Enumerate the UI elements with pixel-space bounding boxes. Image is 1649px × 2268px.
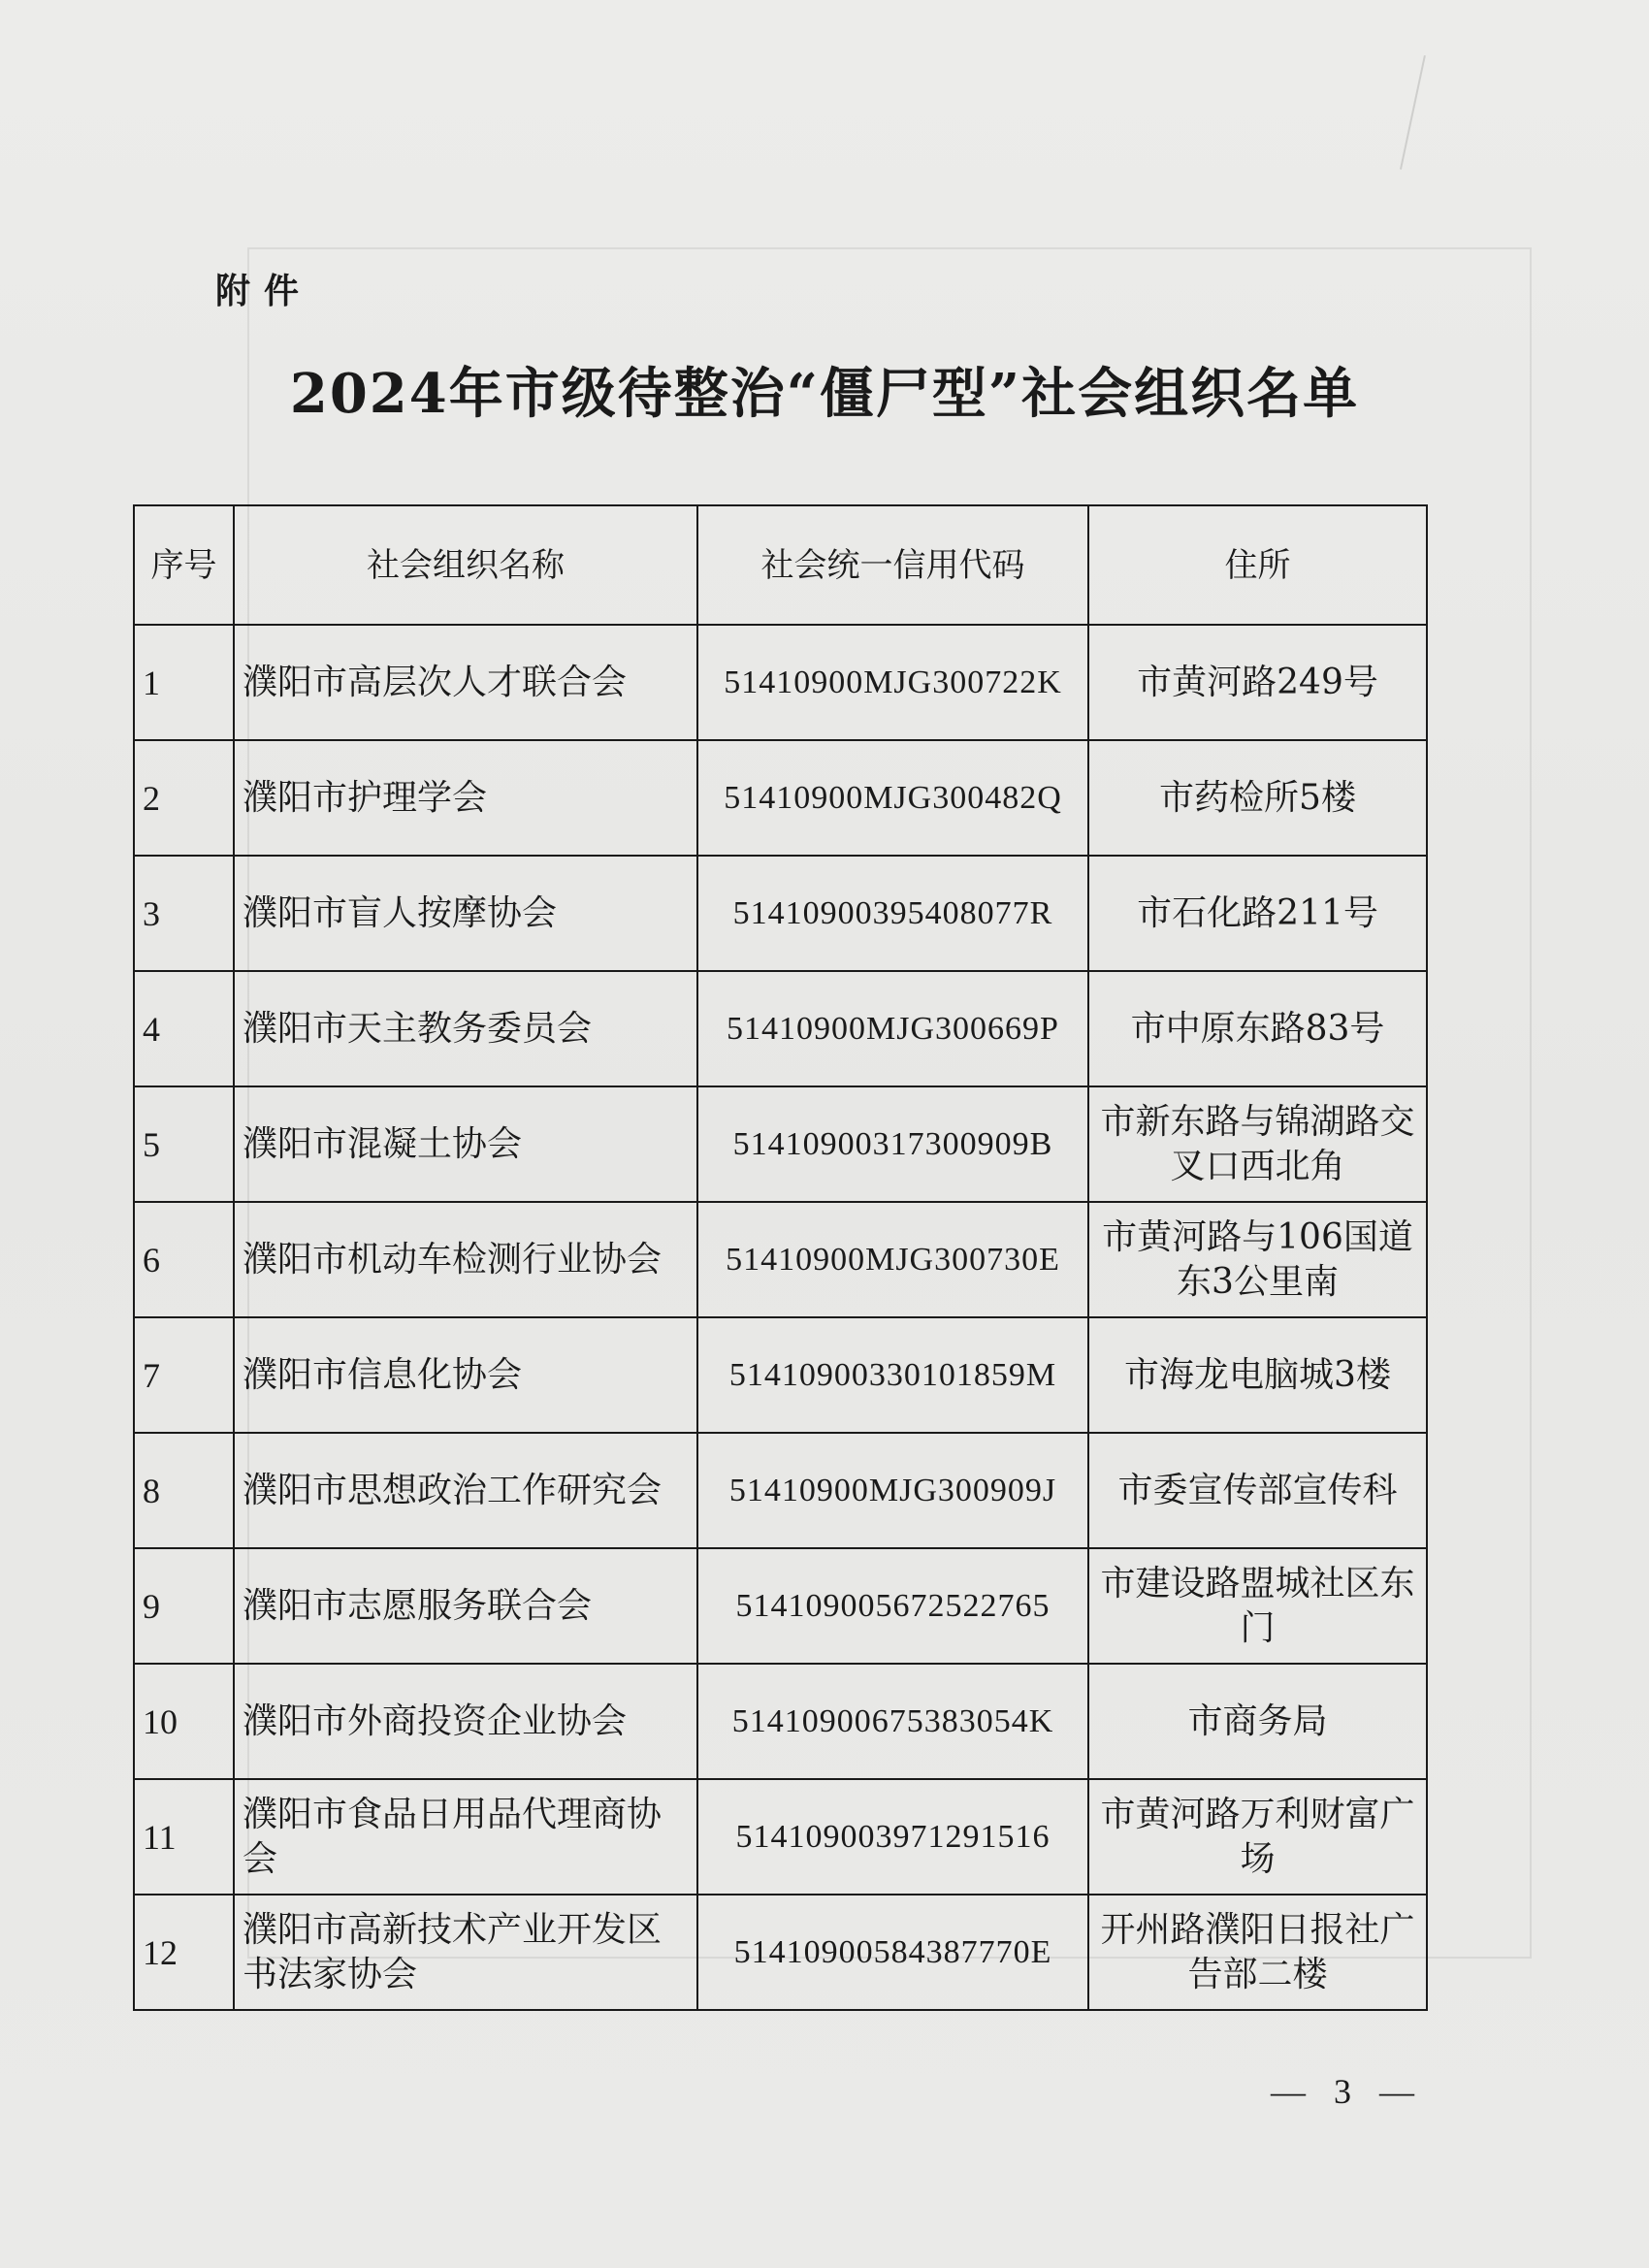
row-code: 51410900MJG300909J <box>697 1433 1088 1548</box>
attachment-label: 附件 <box>215 271 313 311</box>
row-name: 濮阳市信息化协会 <box>234 1317 697 1433</box>
table-row <box>134 1086 1427 1202</box>
column-header-address: 住所 <box>1088 505 1427 625</box>
row-name: 濮阳市志愿服务联合会 <box>234 1548 697 1664</box>
table-row <box>134 1202 1427 1317</box>
table-row <box>134 740 1427 856</box>
table-row <box>134 1433 1427 1548</box>
row-address: 市新东路与锦湖路交叉口西北角 <box>1088 1086 1427 1202</box>
column-header-code: 社会统一信用代码 <box>697 505 1088 625</box>
row-seq: 11 <box>134 1779 234 1895</box>
row-code: 51410900395408077R <box>697 856 1088 971</box>
organization-table <box>133 504 1428 2011</box>
table-row <box>134 1895 1427 2010</box>
row-code: 51410900330101859M <box>697 1317 1088 1433</box>
row-name: 濮阳市机动车检测行业协会 <box>234 1202 697 1317</box>
table-row <box>134 1317 1427 1433</box>
row-address: 市黄河路249号 <box>1088 625 1427 740</box>
table-header-row <box>134 505 1427 625</box>
row-code: 514109003971291516 <box>697 1779 1088 1895</box>
row-address: 市石化路211号 <box>1088 856 1427 971</box>
row-name: 濮阳市高新技术产业开发区书法家协会 <box>234 1895 697 2010</box>
row-name: 濮阳市护理学会 <box>234 740 697 856</box>
row-seq: 6 <box>134 1202 234 1317</box>
column-header-seq: 序号 <box>134 505 234 625</box>
row-code: 51410900MJG300482Q <box>697 740 1088 856</box>
table-row <box>134 856 1427 971</box>
page-number: — 3 — <box>1271 2072 1424 2111</box>
row-code: 51410900MJG300730E <box>697 1202 1088 1317</box>
row-name: 濮阳市外商投资企业协会 <box>234 1664 697 1779</box>
row-address: 市委宣传部宣传科 <box>1088 1433 1427 1548</box>
row-address: 市中原东路83号 <box>1088 971 1427 1086</box>
row-code: 51410900584387770E <box>697 1895 1088 2010</box>
row-seq: 12 <box>134 1895 234 2010</box>
table-row <box>134 971 1427 1086</box>
row-address: 市药检所5楼 <box>1088 740 1427 856</box>
row-seq: 2 <box>134 740 234 856</box>
row-address: 市黄河路万利财富广场 <box>1088 1779 1427 1895</box>
row-code: 51410900317300909B <box>697 1086 1088 1202</box>
row-code: 514109005672522765 <box>697 1548 1088 1664</box>
row-code: 51410900MJG300722K <box>697 625 1088 740</box>
table-row <box>134 1664 1427 1779</box>
row-address: 市海龙电脑城3楼 <box>1088 1317 1427 1433</box>
row-seq: 9 <box>134 1548 234 1664</box>
row-seq: 4 <box>134 971 234 1086</box>
table-row <box>134 1779 1427 1895</box>
page-title: 2024年市级待整治“僵尸型”社会组织名单 <box>289 362 1360 426</box>
row-seq: 1 <box>134 625 234 740</box>
row-address: 市建设路盟城社区东门 <box>1088 1548 1427 1664</box>
row-seq: 5 <box>134 1086 234 1202</box>
row-seq: 10 <box>134 1664 234 1779</box>
row-name: 濮阳市食品日用品代理商协会 <box>234 1779 697 1895</box>
row-address: 市黄河路与106国道东3公里南 <box>1088 1202 1427 1317</box>
row-seq: 3 <box>134 856 234 971</box>
row-name: 濮阳市盲人按摩协会 <box>234 856 697 971</box>
row-name: 濮阳市思想政治工作研究会 <box>234 1433 697 1548</box>
row-address: 开州路濮阳日报社广告部二楼 <box>1088 1895 1427 2010</box>
column-header-name: 社会组织名称 <box>234 505 697 625</box>
row-name: 濮阳市高层次人才联合会 <box>234 625 697 740</box>
table-row <box>134 625 1427 740</box>
row-name: 濮阳市混凝土协会 <box>234 1086 697 1202</box>
row-seq: 7 <box>134 1317 234 1433</box>
table-row <box>134 1548 1427 1664</box>
row-code: 51410900MJG300669P <box>697 971 1088 1086</box>
row-name: 濮阳市天主教务委员会 <box>234 971 697 1086</box>
row-seq: 8 <box>134 1433 234 1548</box>
row-address: 市商务局 <box>1088 1664 1427 1779</box>
scan-mark <box>1400 55 1464 178</box>
row-code: 51410900675383054K <box>697 1664 1088 1779</box>
